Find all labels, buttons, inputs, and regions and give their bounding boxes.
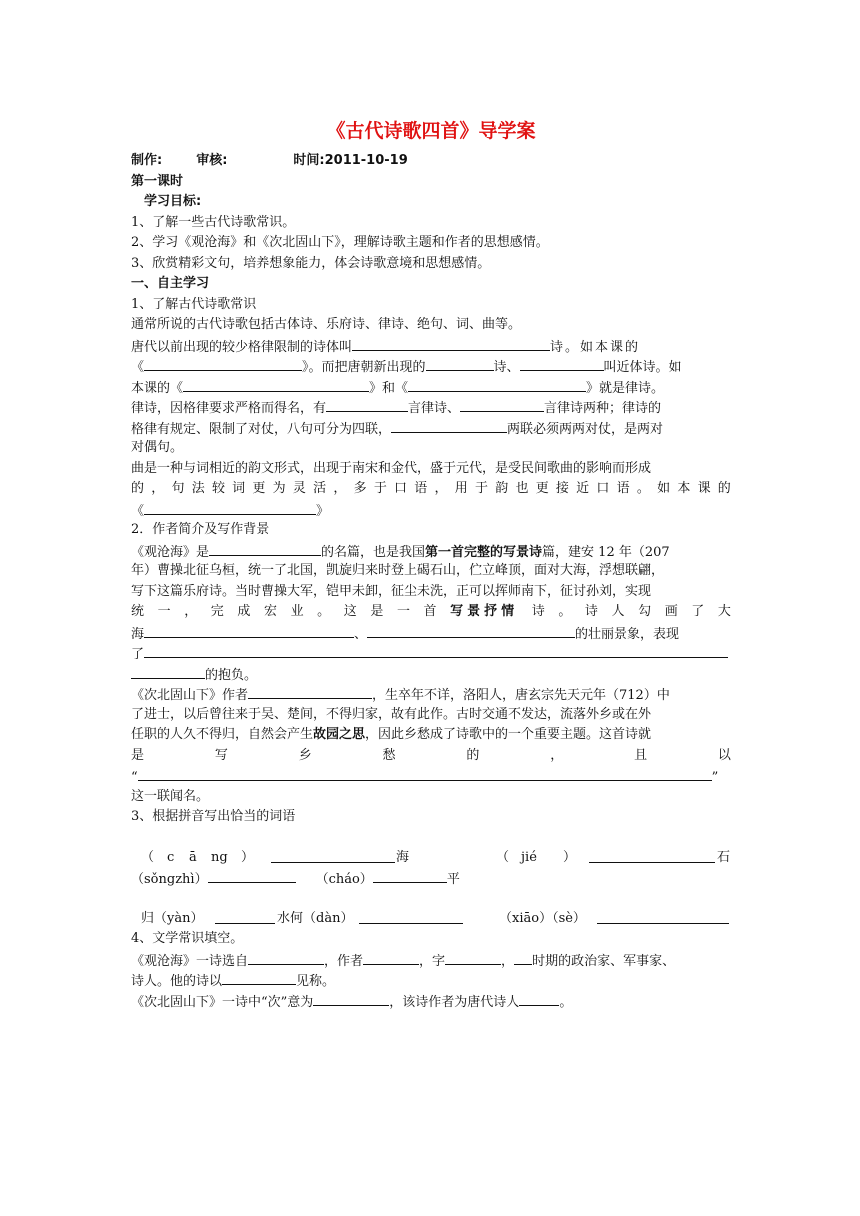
paragraph-5-line-3: 写下这篇乐府诗。当时曹操大军，铠甲未卸，征尘未洗，正可以挥师南下，征讨孙刘，实现: [131, 583, 652, 599]
blank-field[interactable]: [144, 643, 728, 658]
blank-field[interactable]: [144, 500, 316, 515]
subsection-1-4: 4、文学常识填空。: [131, 931, 244, 946]
blank-field[interactable]: [514, 950, 532, 965]
blank-field[interactable]: [520, 356, 604, 371]
blank-field[interactable]: [352, 336, 550, 351]
paragraph-8: 《次北固山下》一诗中“次”意为 ，该诗作者为唐代诗人 。: [131, 991, 731, 1012]
subsection-1-2: 2．作者简介及写作背景: [131, 522, 270, 537]
paragraph-5-line-5: 海 、 的壮丽景象，表现: [131, 623, 731, 644]
paragraph-4-line-1: 曲是一种与词相近的韵文形式，出现于南宋和金代，盛于元代，是受民间歌曲的影响而形成: [131, 460, 652, 476]
blank-field[interactable]: [313, 991, 389, 1006]
blank-field[interactable]: [367, 623, 575, 638]
paragraph-2-line-1: 唐代以前出现的较少格律限制的诗体叫 诗。如本课的: [131, 336, 731, 357]
paragraph-5-line-7: 的抱负。: [131, 664, 731, 685]
paragraph-1: 通常所说的古代诗歌包括古体诗、乐府诗、律诗、绝句、词、曲等。: [131, 317, 522, 332]
meta-line: [131, 151, 731, 172]
pinyin-line-3: 归（yàn） 水何（dàn） （xiāo）（sè）: [131, 909, 731, 930]
section-heading-1: 一、自主学习: [131, 276, 210, 291]
blank-field[interactable]: [222, 970, 296, 985]
lesson-heading: 第一课时: [131, 173, 184, 189]
paragraph-6-line-4: 是 写 乡 愁 的 ， 且 以: [131, 747, 731, 763]
document-body: [131, 151, 731, 1011]
paragraph-2-line-3: 本课的《 》和《 》就是律诗。: [131, 377, 731, 398]
paragraph-6-line-6: 这一联闻名。: [131, 788, 210, 804]
blank-field[interactable]: [597, 909, 729, 924]
blank-field[interactable]: [391, 418, 507, 433]
blank-field[interactable]: [445, 950, 501, 965]
paragraph-4-line-2: 的 ， 句 法 较 词 更 为 灵 活 ， 多 于 口 语 ， 用 于 韵 也 更 接 近 口 语 。 如 本 课 的: [131, 481, 731, 496]
blank-field[interactable]: [138, 766, 712, 781]
blank-field[interactable]: [209, 541, 321, 556]
paragraph-6-line-5: “ ”: [131, 766, 731, 787]
blank-field[interactable]: [363, 950, 419, 965]
blank-field[interactable]: [460, 397, 544, 412]
pinyin-line-1: （ c ā ng ） 海 （ jié ） 石: [141, 849, 731, 865]
blank-field[interactable]: [215, 909, 275, 924]
paragraph-5-line-2: 年）曹操北征乌桓，统一了北国，凯旋归来时登上碣石山，伫立峰顶，面对大海，浮想联翩，: [131, 563, 665, 578]
blank-field[interactable]: [144, 623, 354, 638]
goal-1: 1、了解一些古代诗歌常识。: [131, 214, 296, 230]
paragraph-5-line-4: 统 一 ， 完 成 宏 业 。 这 是 一 首 写景抒情 诗 。 诗 人 勾 画 了 大: [131, 604, 731, 619]
subsection-1-1: 1、了解古代诗歌常识: [131, 296, 257, 312]
paragraph-5-line-1: 《观沧海》是 的名篇，也是我国第一首完整的写景诗篇，建安 12 年（207: [131, 541, 731, 562]
paragraph-7-line-2: 诗人。他的诗以 见称。: [131, 970, 731, 991]
blank-field[interactable]: [408, 377, 586, 392]
blank-field[interactable]: [208, 868, 296, 883]
paragraph-3-line-1: 律诗，因格律要求严格而得名，有 言律诗、 言律诗两种；律诗的: [131, 397, 731, 418]
goals-heading: 学习目标:: [144, 194, 202, 209]
paragraph-2-line-2: 《 》。而把唐朝新出现的 诗、 叫近体诗。如: [131, 356, 731, 377]
paragraph-6-line-2: 了进士，以后曾往来于吴、楚间，不得归家，故有此作。古时交通不发达，流落外乡或在外: [131, 706, 652, 722]
paragraph-6-line-1: 《次北固山下》作者 ，生卒年不详，洛阳人，唐玄宗先天元年（712）中: [131, 684, 731, 705]
blank-field[interactable]: [248, 684, 372, 699]
blank-field[interactable]: [373, 868, 447, 883]
blank-field[interactable]: [271, 848, 395, 863]
goal-2: 2、学习《观沧海》和《次北固山下》，理解诗歌主题和作者的思想感情。: [131, 235, 549, 250]
subsection-1-3: 3、根据拼音写出恰当的词语: [131, 809, 296, 824]
blank-field[interactable]: [426, 356, 494, 371]
reviewer-label: 审核:: [196, 153, 228, 168]
maker-label: 制作:: [131, 153, 163, 168]
blank-field[interactable]: [183, 377, 369, 392]
paragraph-4-line-3: 《 》: [131, 500, 731, 521]
paragraph-3-line-2: 格律有规定、限制了对仗，八句可分为四联， 两联必须两两对仗，是两对: [131, 418, 731, 439]
paragraph-6-line-3: 任职的人久不得归，自然会产生故园之思，因此乡愁成了诗歌中的一个重要主题。这首诗就: [131, 727, 652, 742]
blank-field[interactable]: [589, 848, 715, 863]
blank-field[interactable]: [326, 397, 408, 412]
time-label: 时间:2011-10-19: [293, 153, 408, 168]
goal-3: 3、欣赏精彩文句，培养想象能力，体会诗歌意境和思想感情。: [131, 255, 491, 271]
paragraph-7-line-1: 《观沧海》一诗选自 ，作者 ，字 ， 时期的政治家、军事家、: [131, 950, 731, 971]
pinyin-line-2: （sǒngzhì） （cháo） 平: [131, 868, 731, 889]
paragraph-5-line-6: 了: [131, 643, 731, 664]
blank-field[interactable]: [248, 950, 324, 965]
page-title: 《古代诗歌四首》导学案: [326, 120, 536, 142]
paragraph-3-line-3: 对偶句。: [131, 440, 184, 455]
blank-field[interactable]: [144, 356, 302, 371]
blank-field[interactable]: [359, 909, 463, 924]
blank-field[interactable]: [131, 664, 205, 679]
blank-field[interactable]: [519, 991, 559, 1006]
